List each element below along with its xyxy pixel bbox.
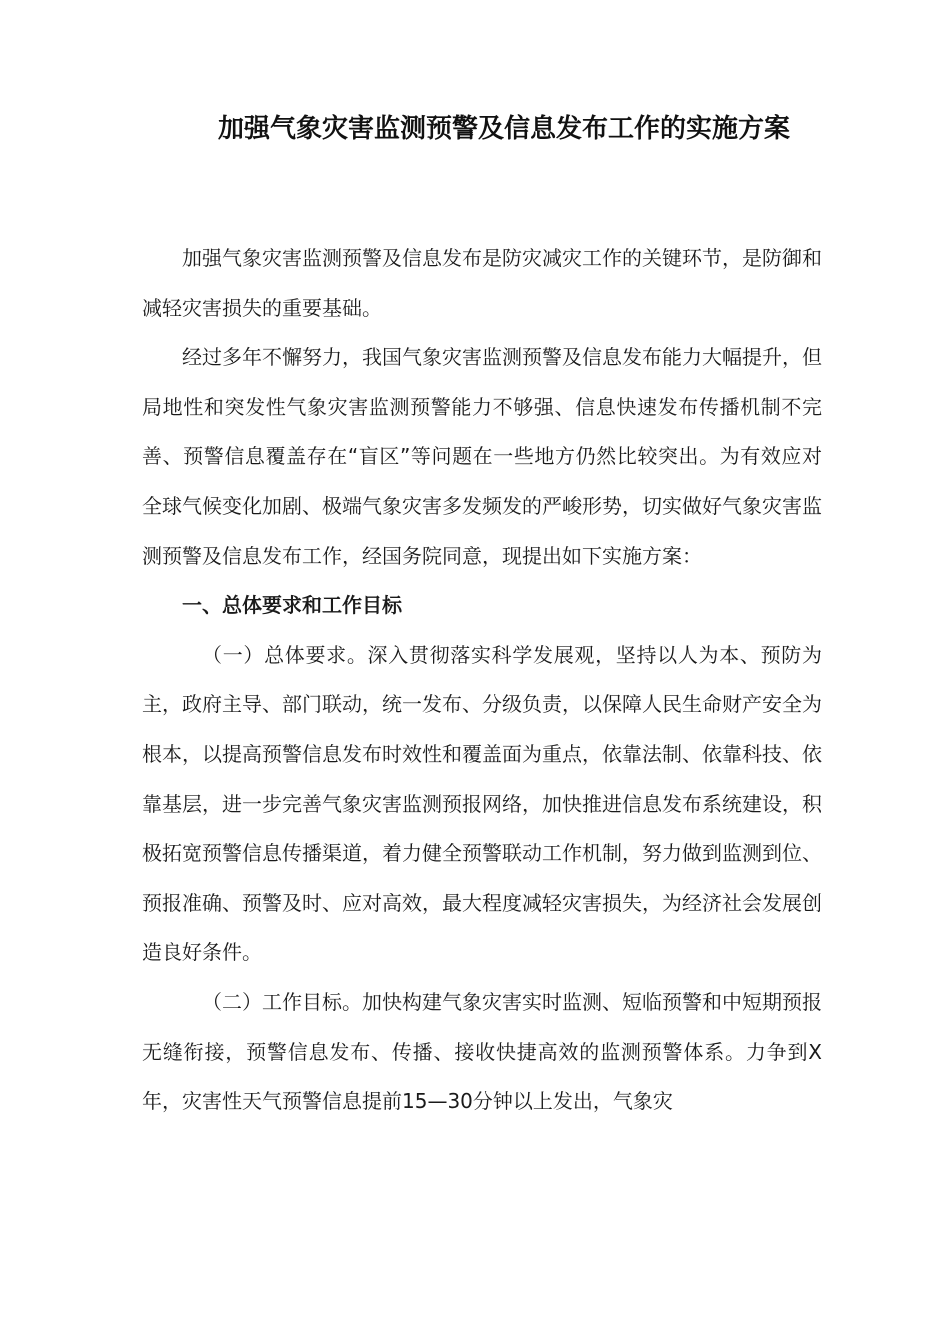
paragraph-general-requirements: （一）总体要求。深入贯彻落实科学发展观，坚持以人为本、预防为主，政府主导、部门联动，统一发布、分级负责，以保障人民生命财产安全为根本，以提高预警信息发布时效性和覆盖面为重点，依靠法制、依靠科技、依靠基层，进一步完善气象灾害监测预报网络，加快推进信息发布系统建设，积极拓宽预警信息传播渠道，着力健全预警联动工作机制，努力做到监测到位、预报准确、预警及时、应对高效，最大程度减轻灾害损失，为经济社会发展创造良好条件。 (142, 642, 822, 965)
paragraph-work-goals: （二）工作目标。加快构建气象灾害实时监测、短临预警和中短期预报无缝衔接，预警信息发布、传播、接收快捷高效的监测预警体系。力争到X年，灾害性天气预警信息提前15—30分钟以上发出，气象灾 (142, 989, 822, 1114)
paragraph-intro: 加强气象灾害监测预警及信息发布是防灾减灾工作的关键环节，是防御和减轻灾害损失的重要基础。 (142, 246, 822, 320)
paragraph-background: 经过多年不懈努力，我国气象灾害监测预警及信息发布能力大幅提升，但局地性和突发性气象灾害监测预警能力不够强、信息快速发布传播机制不完善、预警信息覆盖存在“盲区”等问题在一些地方仍然比较突出。为有效应对全球气候变化加剧、极端气象灾害多发频发的严峻形势，切实做好气象灾害监测预警及信息发布工作，经国务院同意，现提出如下实施方案： (142, 345, 822, 568)
document-title: 加强气象灾害监测预警及信息发布工作的实施方案 (218, 114, 791, 144)
document-body (142, 234, 822, 1127)
section-heading-1: 一、总体要求和工作目标 (182, 593, 402, 618)
